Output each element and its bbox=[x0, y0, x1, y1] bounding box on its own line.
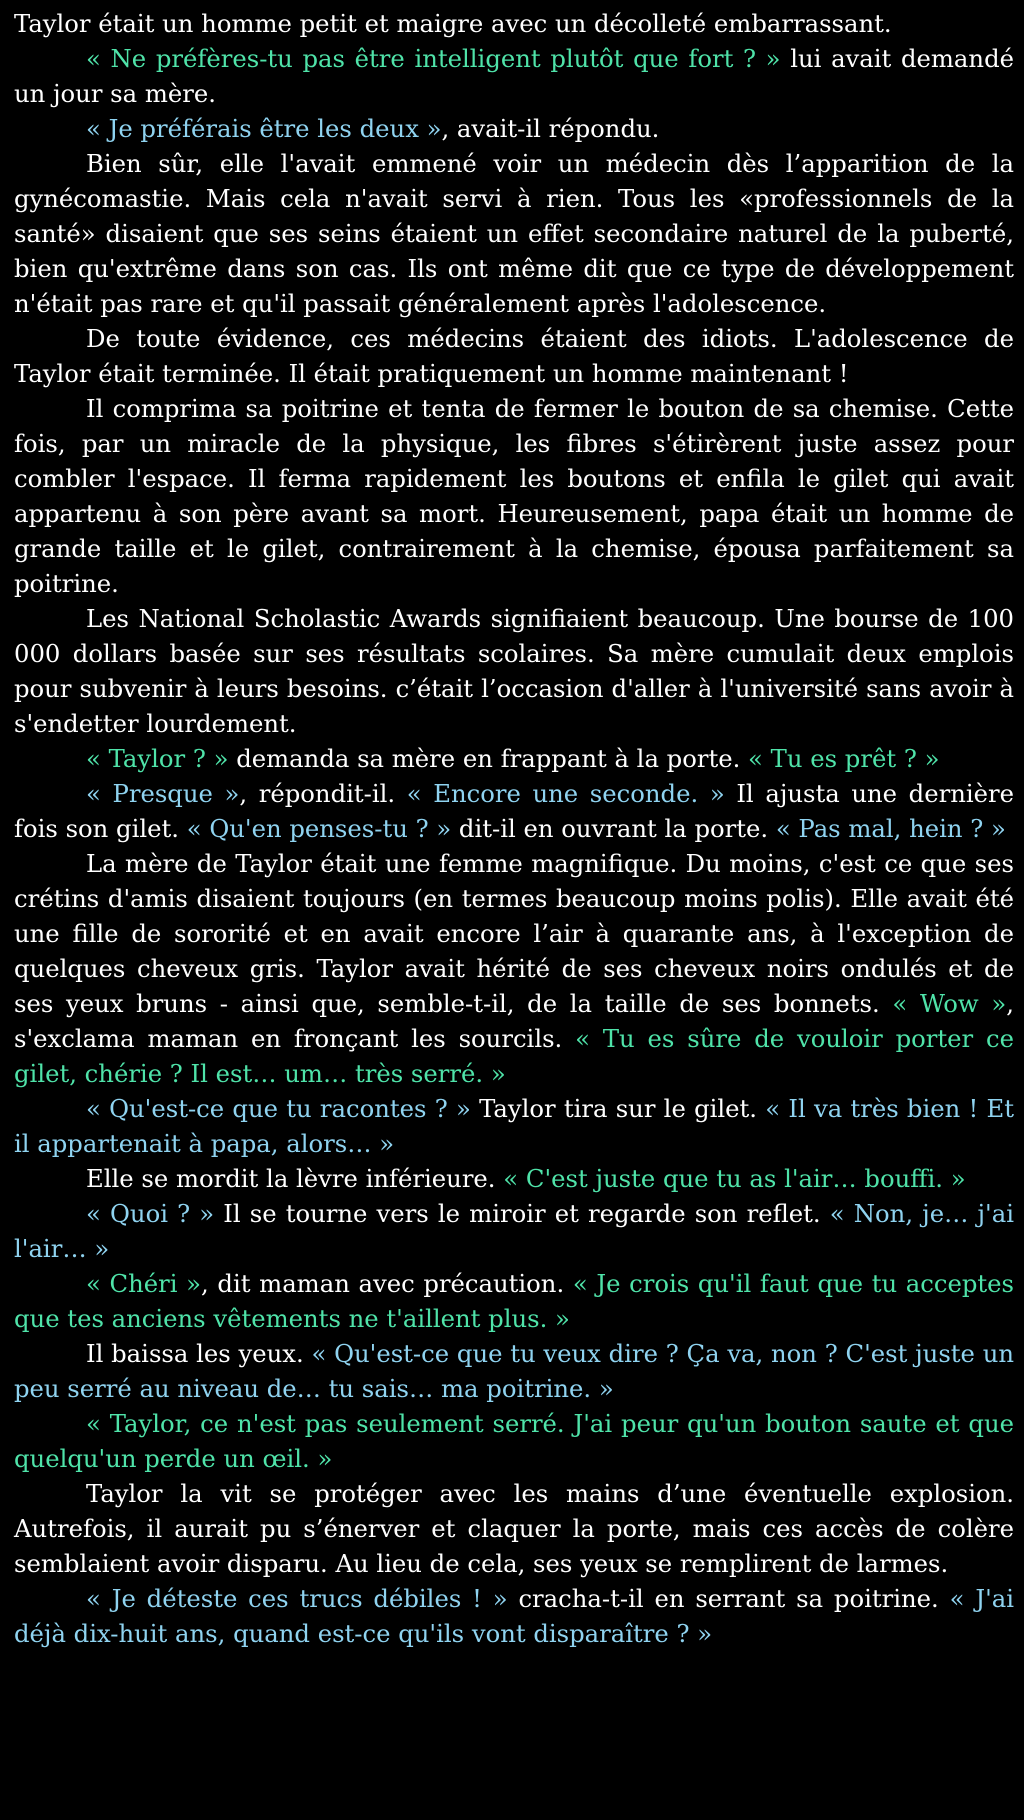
mother-dialogue: « Ne préfères-tu pas être intelligent plutôt que fort ? » bbox=[86, 44, 781, 73]
story-paragraph bbox=[14, 1581, 1014, 1651]
narration-text: Il ajusta une dernière fois son gilet. bbox=[14, 779, 1014, 843]
narration-text: dit-il en ouvrant la porte. bbox=[451, 814, 776, 843]
taylor-dialogue: « Il va très bien ! Et il appartenait à papa, alors… » bbox=[14, 1094, 1014, 1158]
narration-text: , dit maman avec précaution. bbox=[201, 1269, 573, 1298]
story-paragraph bbox=[14, 1161, 1014, 1196]
narration-text: cracha-t-il en serrant sa poitrine. bbox=[507, 1584, 950, 1613]
narration-text: Taylor tira sur le gilet. bbox=[470, 1094, 766, 1123]
mother-dialogue: « Tu es prêt ? » bbox=[748, 744, 940, 773]
story-paragraph bbox=[14, 6, 1014, 41]
narration-text: demanda sa mère en frappant à la porte. bbox=[228, 744, 749, 773]
story-paragraph bbox=[14, 741, 1014, 776]
narration-text: Elle se mordit la lèvre inférieure. bbox=[86, 1164, 504, 1193]
narration-text: , répondit-il. bbox=[239, 779, 407, 808]
story-paragraph bbox=[14, 1336, 1014, 1406]
story-paragraph bbox=[14, 1091, 1014, 1161]
mother-dialogue: « Je crois qu'il faut que tu acceptes que tes anciens vêtements ne t'aillent plus. » bbox=[14, 1269, 1014, 1333]
taylor-dialogue: « Qu'est-ce que tu racontes ? » bbox=[86, 1094, 471, 1123]
story-paragraph bbox=[14, 1266, 1014, 1336]
narration-text: Il se tourne vers le miroir et regarde son reflet. bbox=[214, 1199, 830, 1228]
narration-text: , avait-il répondu. bbox=[441, 114, 660, 143]
mother-dialogue: « Tu es sûre de vouloir porter ce gilet, chérie ? Il est… um… très serré. » bbox=[14, 1024, 1014, 1088]
narration-text: Il comprima sa poitrine et tenta de fermer le bouton de sa chemise. Cette fois, par un miracle de la physique, les fibres s'étirèrent juste assez pour combler l'espace. Il ferma rapidement les boutons et enfila le gilet qui avait appartenu à son père avant sa mort. Heureusement, papa était un homme de grande taille et le gilet, contrairement à la chemise, épousa parfaitement sa poitrine. bbox=[14, 394, 1014, 598]
narration-text: Il baissa les yeux. bbox=[86, 1339, 312, 1368]
story-paragraph bbox=[14, 1196, 1014, 1266]
taylor-dialogue: « Non, je… j'ai l'air… » bbox=[14, 1199, 1014, 1263]
story-paragraph bbox=[14, 41, 1014, 111]
story-paragraph bbox=[14, 1406, 1014, 1476]
taylor-dialogue: « Quoi ? » bbox=[86, 1199, 215, 1228]
taylor-dialogue: « Qu'est-ce que tu veux dire ? Ça va, non ? C'est juste un peu serré au niveau de… tu sais… ma poitrine. » bbox=[14, 1339, 1014, 1403]
narration-text: Bien sûr, elle l'avait emmené voir un médecin dès l’apparition de la gynécomastie. Mais cela n'avait servi à rien. Tous les «professionnels de la santé» disaient que ses seins étaient un effet secondaire naturel de la puberté, bien qu'extrême dans son cas. Ils ont même dit que ce type de développement n'était pas rare et qu'il passait généralement après l'adolescence. bbox=[14, 149, 1014, 318]
taylor-dialogue: « Je déteste ces trucs débiles ! » bbox=[86, 1584, 508, 1613]
narration-text: lui avait demandé un jour sa mère. bbox=[14, 44, 1014, 108]
story-paragraph bbox=[14, 776, 1014, 846]
narration-text: , s'exclama maman en fronçant les sourcils. bbox=[14, 989, 1014, 1053]
taylor-dialogue: « Je préférais être les deux » bbox=[86, 114, 442, 143]
narration-text: De toute évidence, ces médecins étaient des idiots. L'adolescence de Taylor était terminée. Il était pratiquement un homme maintenant ! bbox=[14, 324, 1014, 388]
taylor-dialogue: « Encore une seconde. » bbox=[406, 779, 725, 808]
story-paragraph bbox=[14, 321, 1014, 391]
mother-dialogue: « Wow » bbox=[892, 989, 1007, 1018]
narration-text: La mère de Taylor était une femme magnifique. Du moins, c'est ce que ses crétins d'amis disaient toujours (en termes beaucoup moins polis). Elle avait été une fille de sororité et en avait encore l’air à quarante ans, à l'exception de quelques cheveux gris. Taylor avait hérité de ses cheveux noirs ondulés et de ses yeux bruns - ainsi que, semble-t-il, de la taille de ses bonnets. bbox=[14, 849, 1014, 1018]
story-paragraph bbox=[14, 391, 1014, 601]
narration-text: Taylor était un homme petit et maigre avec un décolleté embarrassant. bbox=[14, 9, 892, 38]
story-paragraph bbox=[14, 1476, 1014, 1581]
mother-dialogue: « C'est juste que tu as l'air… bouffi. » bbox=[503, 1164, 966, 1193]
mother-dialogue: « Chéri » bbox=[86, 1269, 202, 1298]
narration-text: Taylor la vit se protéger avec les mains d’une éventuelle explosion. Autrefois, il aurait pu s’énerver et claquer la porte, mais ces accès de colère semblaient avoir disparu. Au lieu de cela, ses yeux se remplirent de larmes. bbox=[14, 1479, 1014, 1578]
mother-dialogue: « Taylor ? » bbox=[86, 744, 229, 773]
story-paragraph bbox=[14, 146, 1014, 321]
narration-text: Les National Scholastic Awards signifiaient beaucoup. Une bourse de 100 000 dollars basée sur ses résultats scolaires. Sa mère cumulait deux emplois pour subvenir à leurs besoins. c’était l’occasion d'aller à l'université sans avoir à s'endetter lourdement. bbox=[14, 604, 1014, 738]
taylor-dialogue: « J'ai déjà dix-huit ans, quand est-ce qu'ils vont disparaître ? » bbox=[14, 1584, 1015, 1648]
taylor-dialogue: « Pas mal, hein ? » bbox=[775, 814, 1006, 843]
mother-dialogue: « Taylor, ce n'est pas seulement serré. J'ai peur qu'un bouton saute et que quelqu'un perde un œil. » bbox=[14, 1409, 1014, 1473]
taylor-dialogue: « Presque » bbox=[86, 779, 240, 808]
story-paragraph bbox=[14, 846, 1014, 1091]
story-paragraph bbox=[14, 601, 1014, 741]
story-paragraph bbox=[14, 111, 1014, 146]
taylor-dialogue: « Qu'en penses-tu ? » bbox=[186, 814, 452, 843]
